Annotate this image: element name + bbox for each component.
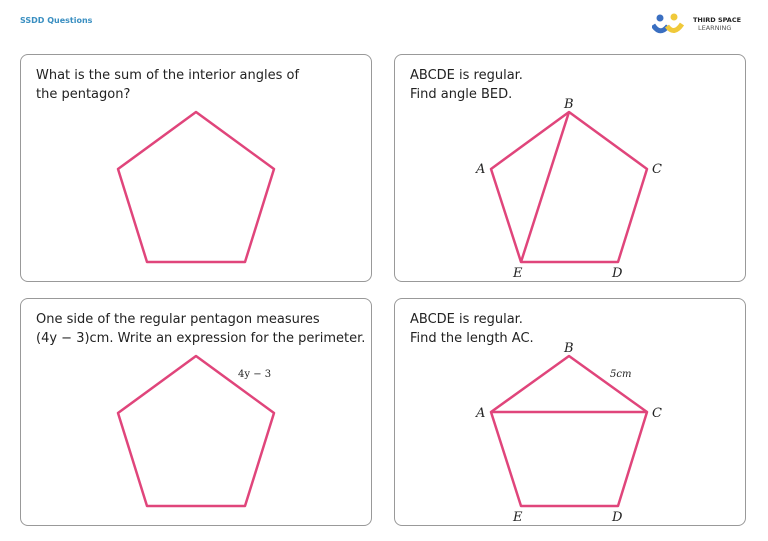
header-title: SSDD Questions <box>20 16 93 25</box>
vertex-e: E <box>513 510 523 525</box>
question-line: (4y − 3)cm. Write an expression for the perimeter. <box>36 331 366 346</box>
vertex-d: D <box>612 510 623 525</box>
question-line: ABCDE is regular. <box>410 68 523 83</box>
question-text: What is the sum of the interior angles of the pentagon? <box>36 68 300 102</box>
vertex-a: A <box>476 162 486 177</box>
question-line: ABCDE is regular. <box>410 312 523 327</box>
pentagon-2 <box>491 112 647 262</box>
side-label: 5cm <box>610 369 632 380</box>
question-line: One side of the regular pentagon measures <box>36 312 320 327</box>
pentagon-1 <box>118 112 274 262</box>
vertex-a: A <box>476 406 486 421</box>
vertex-c: C <box>652 406 662 421</box>
logo-line2: LEARNING <box>698 24 732 32</box>
vertex-b: B <box>564 341 574 356</box>
question-line: Find the length AC. <box>410 331 534 346</box>
diagonal-be <box>521 112 569 262</box>
question-line: Find angle BED. <box>410 87 513 102</box>
vertex-e: E <box>513 266 523 281</box>
side-label: 4y − 3 <box>238 369 272 380</box>
vertex-d: D <box>612 266 623 281</box>
vertex-c: C <box>652 162 662 177</box>
logo-line1: THIRD SPACE <box>693 16 742 24</box>
vertex-b: B <box>564 97 574 112</box>
